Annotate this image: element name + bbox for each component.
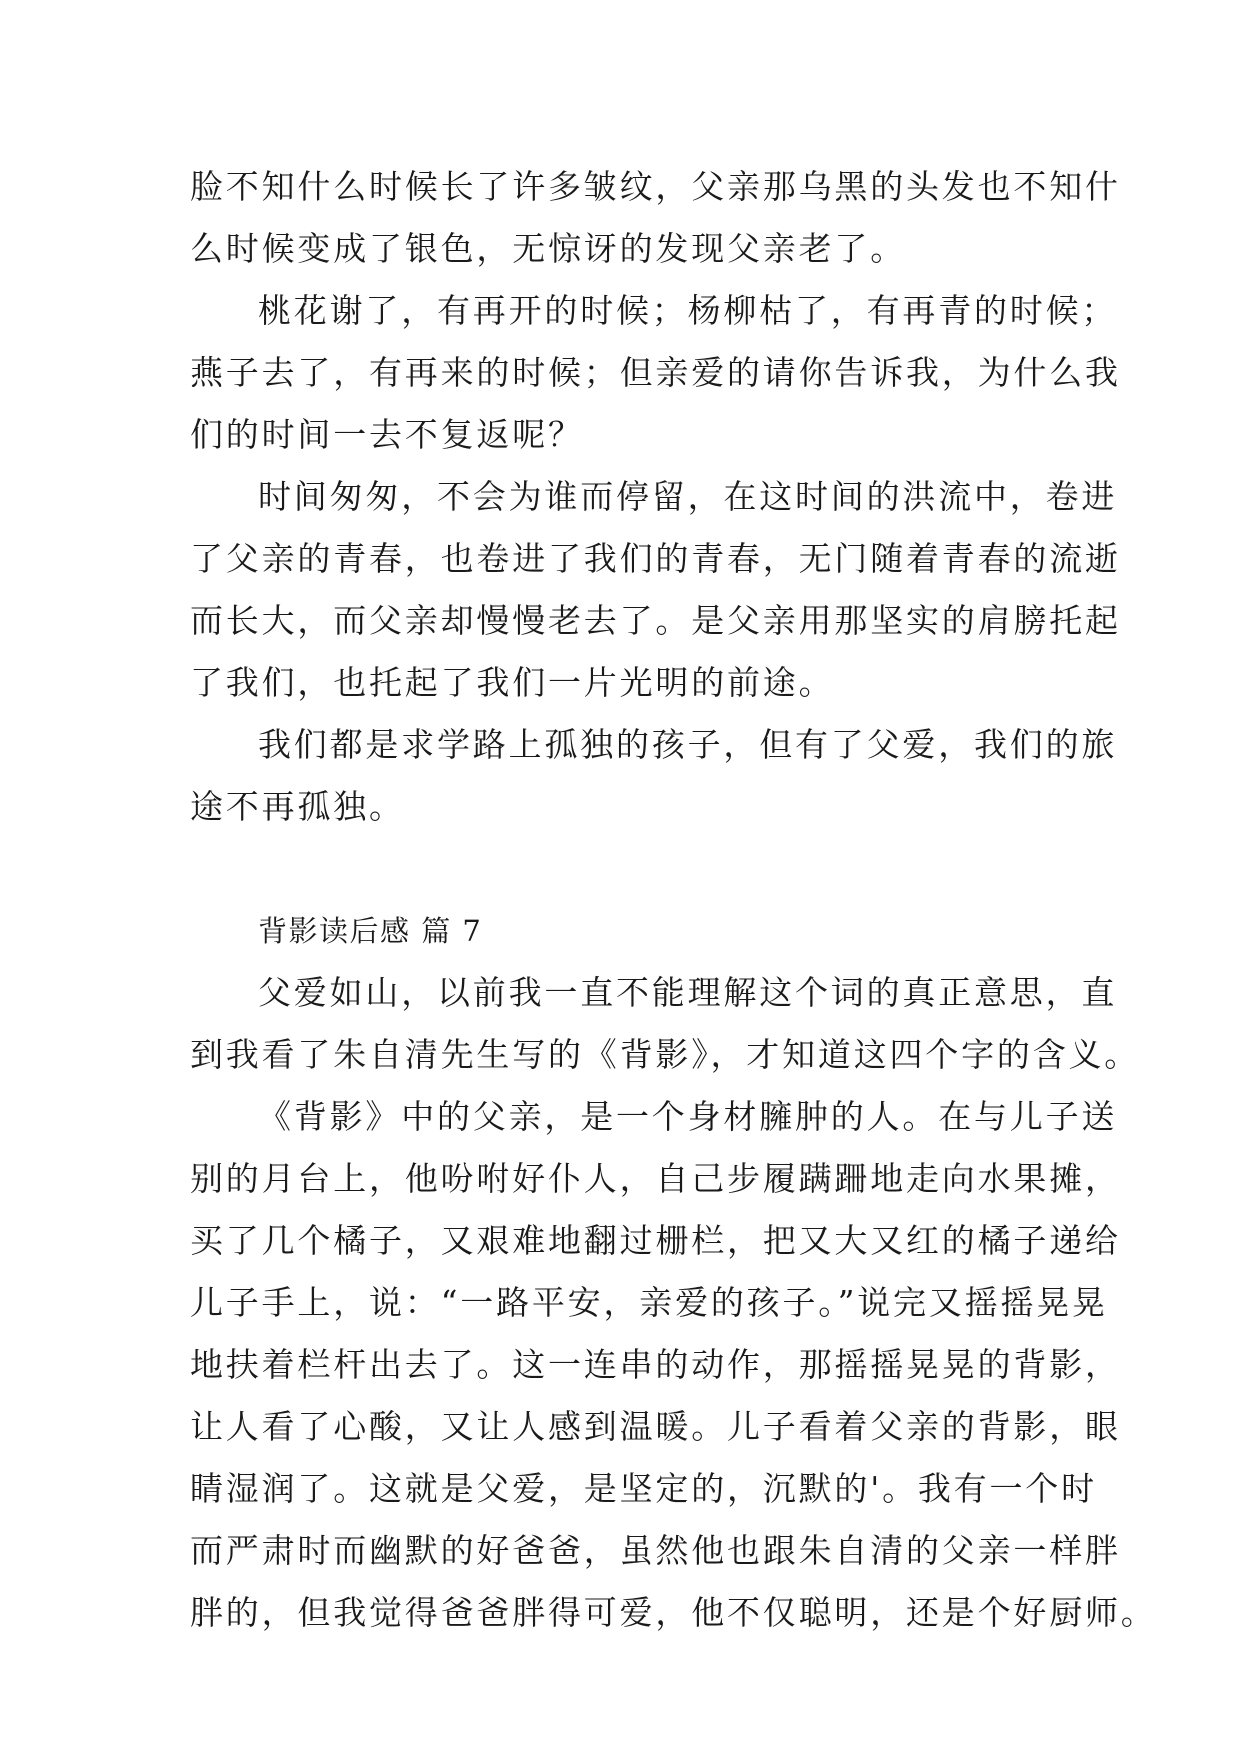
text-line: 父爱如山，以前我一直不能理解这个词的真正意思，直 [258,973,1118,1012]
text-line: 么时候变成了银色，无惊讶的发现父亲老了。 [190,229,906,268]
text-line: 时间匆匆，不会为谁而停留，在这时间的洪流中，卷进 [258,477,1118,516]
text-line: 们的时间一去不复返呢？ [190,415,584,454]
text-line: 了我们，也托起了我们一片光明的前途。 [190,663,835,702]
text-line: 了父亲的青春，也卷进了我们的青春，无门随着青春的流逝 [190,539,1121,578]
text-line: 燕子去了，有再来的时候；但亲爱的请你告诉我，为什么我 [190,353,1121,392]
text-line: 胖的，但我觉得爸爸胖得可爱，他不仅聪明，还是个好厨师。 [190,1593,1157,1632]
paragraph-block-1 [190,156,1121,838]
paragraph-block-2 [190,962,1157,1644]
text-line: 而长大，而父亲却慢慢老去了。是父亲用那坚实的肩膀托起 [190,601,1121,640]
text-line: 睛湿润了。这就是父爱，是坚定的，沉默的'。我有一个时 [190,1469,1097,1508]
text-line: 买了几个橘子，又艰难地翻过栅栏，把又大又红的橘子递给 [190,1221,1121,1260]
document-page [190,156,1157,1644]
text-line: 桃花谢了，有再开的时候；杨柳枯了，有再青的时候； [258,291,1118,330]
text-line: 而严肃时而幽默的好爸爸，虽然他也跟朱自清的父亲一样胖 [190,1531,1121,1570]
section-heading: 背影读后感 篇 7 [258,914,483,948]
blank-spacer [190,838,1058,900]
text-line: 地扶着栏杆出去了。这一连串的动作，那摇摇晃晃的背影， [190,1345,1121,1384]
text-line: 别的月台上，他吩咐好仆人，自己步履蹒跚地走向水果摊， [190,1159,1121,1198]
text-line: 《背影》中的父亲，是一个身材臃肿的人。在与儿子送 [258,1097,1118,1136]
text-line: 让人看了心酸，又让人感到温暖。儿子看着父亲的背影，眼 [190,1407,1121,1446]
text-line: 脸不知什么时候长了许多皱纹，父亲那乌黑的头发也不知什 [190,167,1121,206]
text-line: 途不再孤独。 [190,787,405,826]
text-line: 我们都是求学路上孤独的孩子，但有了父爱，我们的旅 [258,725,1118,764]
text-line: 儿子手上，说：“一路平安，亲爱的孩子。”说完又摇摇晃晃 [190,1283,1108,1322]
text-line: 到我看了朱自清先生写的《背影》，才知道这四个字的含义。 [190,1035,1141,1074]
